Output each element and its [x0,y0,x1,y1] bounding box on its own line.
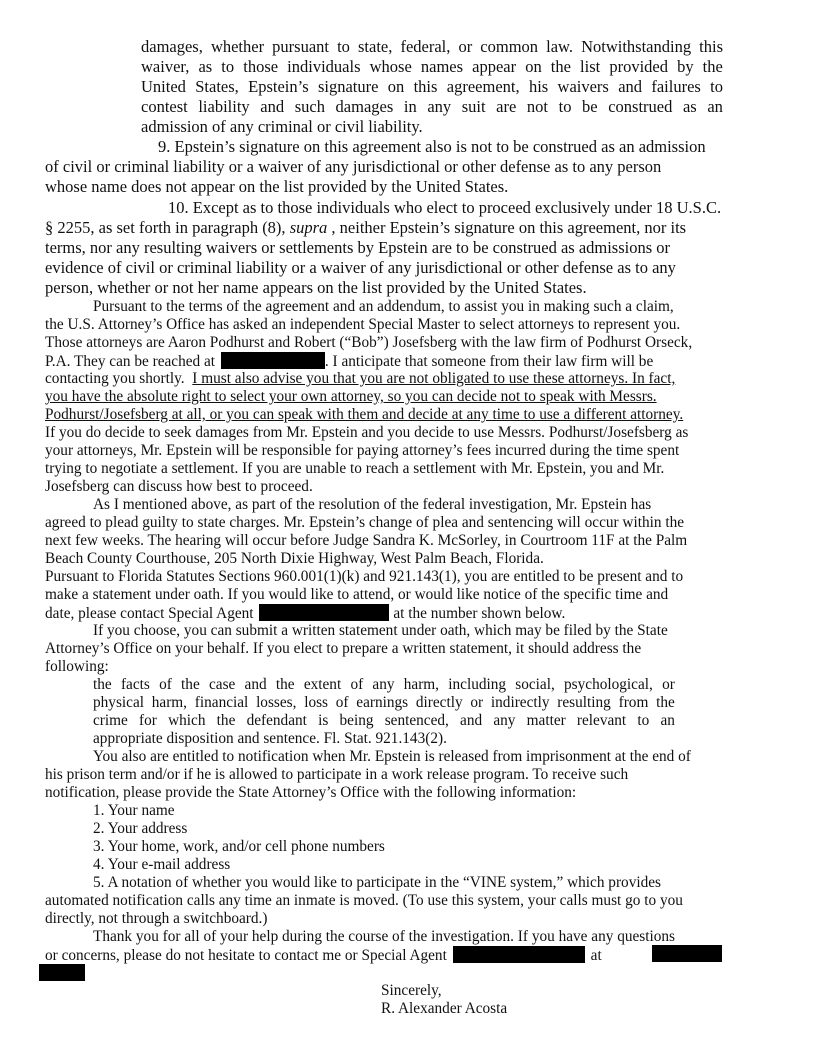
word: including [448,676,507,693]
word: psychological, [564,676,653,693]
word: to [337,37,350,56]
statutes-line-1: Pursuant to Florida Statutes Sections 960.001(1)(k) and 921.143(1), you are entitled to be present and to [45,568,684,585]
word: his [528,77,549,96]
attorneys-line-8: If you do decide to seek damages from Mr. Epstein and you decide to use Messrs. Podhurst/Josefsberg as [45,424,689,441]
word: of [335,694,349,711]
intro-line-3 [141,77,723,97]
word: liability [198,97,250,116]
para10-line-5: person, whether or not her name appears on the list provided by the United States. [45,278,587,297]
word: or [458,37,473,56]
text: . I anticipate that someone from their law firm will be [324,353,654,370]
text: date, please contact Special Agent [45,605,254,622]
word: to [710,77,723,96]
text: § 2255, as set forth in paragraph (8), [45,218,290,237]
word: are [496,97,517,116]
list-item: 2. Your address [93,820,188,837]
para9-line-3: whose name does not appear on the list provided by the United States. [45,177,509,196]
written-line-1: If you choose, you can submit a written statement under oath, which may be filed by the State [93,622,668,639]
word: failures [651,77,701,96]
para10-line-1: 10. Except as to those individuals who elect to proceed exclusively under 18 U.S.C. [168,198,722,217]
word: States, [195,77,239,96]
word: individuals [287,57,361,76]
word: the [275,676,295,693]
statutes-line-2: make a statement under oath. If you would like to attend, or would like notice of the specific time and [45,586,669,603]
word: the [702,57,723,76]
word: by [677,57,694,76]
statutes-line-3 [45,604,565,623]
list-item-continued: directly, not through a switchboard.) [45,910,268,927]
word: an [707,97,723,116]
word: state, [358,37,393,56]
word: for [139,712,157,729]
list-item: 3. Your home, work, and/or cell phone numbers [93,838,385,855]
word: sentenced, [384,712,449,729]
word: common [480,37,539,56]
word: and [260,97,285,116]
word: of [350,676,364,693]
thanks-line-2 [45,946,602,965]
text: contacting you shortly. [45,370,185,387]
text: , neither Epstein’s signature on this agreement, nor its [327,218,687,237]
word: and [618,77,643,96]
attorneys-line-11: Josefsberg can discuss how best to proceed. [45,478,313,495]
word: harm, [403,676,440,693]
word: social, [515,676,555,693]
word: as [198,57,213,76]
redaction-box [39,964,85,981]
word: law. [546,37,573,56]
attorneys-line-2: the U.S. Attorney’s Office has asked an independent Special Master to select attorneys to represent you. [45,316,681,333]
quote-line-1 [93,676,675,694]
attorneys-line-10: trying to negotiate a settlement. If you are unable to reach a settlement with Mr. Epstein, you and Mr. [45,460,665,477]
attorneys-line-5 [45,370,675,388]
word: and [244,676,267,693]
notification-line-1: You also are entitled to notification when Mr. Epstein is released from imprisonment at the end of [93,748,691,765]
word: any [493,712,516,729]
list-item-continued: automated notification calls any time an inmate is moved. (To use this system, your calls must go to you [45,892,683,909]
word: Notwithstanding [581,37,692,56]
word: in [403,97,417,116]
word: list [580,57,601,76]
word: waivers [557,77,609,96]
word: on [387,77,405,96]
word: any [427,97,452,116]
word: to [558,97,572,116]
word: as [682,97,697,116]
word: harm, [151,694,188,711]
intro-line-4 [141,97,723,117]
word: physical [93,694,144,711]
word: United [141,77,186,96]
signer-name: R. Alexander Acosta [381,1000,508,1017]
para9-line-2: of civil or criminal liability or a waiver of any jurisdictional or other defense as to any person [45,157,662,176]
word: facts [120,676,150,693]
word: directly [415,694,463,711]
para10-line-3: terms, nor any resulting waivers or settlements by Epstein are to be construed as admissions or [45,238,671,257]
word: from [618,694,649,711]
redaction-box [221,352,325,369]
text: or concerns, please do not hesitate to contact me or Special Agent [45,947,447,964]
word: on [525,57,542,76]
supra-text: supra [289,218,328,237]
word: extent [303,676,342,693]
redaction-box [652,945,722,962]
attorneys-line-6: you have the absolute right to select your own attorney, so you can decide not to speak with Messrs. [45,388,657,405]
attorneys-line-7: Podhurst/Josefsberg at all, or you can speak with them and decide at any time to use a different attorney. [45,406,684,423]
word: the [216,712,236,729]
quote-line-2 [93,694,675,712]
word: not [526,97,549,116]
word: crime [93,712,128,729]
word: pursuant [272,37,329,56]
word: suit [461,97,486,116]
attorneys-line-4 [45,352,653,371]
word: loss [304,694,329,711]
plea-line-2: agreed to plead guilty to state charges. Mr. Epstein’s change of plea and sentencing will occur within the [45,514,685,531]
written-line-2: Attorney’s Office on your behalf. If you elect to prepare a written statement, it should address the [45,640,642,657]
word: any [372,676,395,693]
para10-line-2 [45,218,686,238]
para10-line-4: evidence of civil or criminal liability or a waiver of any jurisdictional or other defense as to any [45,258,676,277]
list-item: 1. Your name [93,802,175,819]
word: this [699,37,723,56]
word: appear [472,57,517,76]
attorneys-line-9: your attorneys, Mr. Epstein will be responsible for paying attorney’s fees incurred during the time spent [45,442,680,459]
word: which [168,712,206,729]
text: at [590,947,602,964]
redaction-box [453,946,585,963]
word: whether [210,37,265,56]
word: the [93,676,112,693]
word: whose [369,57,412,76]
word: waiver, [141,57,190,76]
attorneys-line-1: Pursuant to the terms of the agreement and an addendum, to assist you in making such a claim, [93,298,674,315]
word: earnings [356,694,409,711]
para9-line-1: 9. Epstein’s signature on this agreement also is not to be construed as an admission [158,137,706,156]
redaction-box [259,604,389,621]
word: an [660,712,675,729]
word: signature [317,77,379,96]
word: this [413,77,438,96]
plea-line-1: As I mentioned above, as part of the resolution of the federal investigation, Mr. Epstein has [93,496,652,513]
intro-line-2 [141,57,723,77]
plea-line-4: Beach County Courthouse, 205 North Dixie Highway, West Palm Beach, Florida. [45,550,544,567]
word: defendant [246,712,307,729]
word: damages [335,97,394,116]
closing: Sincerely, [381,982,442,999]
attorneys-line-3: Those attorneys are Aaron Podhurst and Robert (“Bob”) Josefsberg with the law firm of Podhurst Orseck, [45,334,693,351]
word: is [318,712,329,729]
word: of [159,676,172,693]
word: construed [608,97,673,116]
word: such [294,97,325,116]
plea-line-3: next few weeks. The hearing will occur before Judge Sandra K. McSorley, in Courtroom 11F at the Palm [45,532,688,549]
word: case [208,676,236,693]
word: relevant [576,712,627,729]
list-item: 5. A notation of whether you would like to participate in the “VINE system,” which provides [93,874,661,891]
word: be [582,97,598,116]
intro-line-1 [141,37,723,57]
quote-line-4: appropriate disposition and sentence. Fl. Stat. 921.143(2). [93,730,447,747]
word: financial [194,694,249,711]
word: indirectly [490,694,550,711]
list-item: 4. Your e-mail address [93,856,231,873]
word: or [470,694,484,711]
word: those [243,57,279,76]
intro-line-5: admission of any criminal or civil liability. [141,117,423,136]
word: matter [526,712,566,729]
word: and [460,712,483,729]
thanks-line-1: Thank you for all of your help during the course of the investigation. If you have any questions [93,928,675,945]
word: to [221,57,235,76]
notification-line-2: his prison term and/or if he is allowed to participate in a work release program. To receive such [45,766,629,783]
word: the [550,57,571,76]
word: or [662,676,675,693]
notification-line-3: notification, please provide the State Attorney’s Office with the following information: [45,784,577,801]
word: damages, [141,37,203,56]
word: the [181,676,200,693]
word: agreement, [446,77,520,96]
written-line-3: following: [45,658,109,675]
word: contest [141,97,188,116]
text: P.A. They can be reached at [45,353,216,370]
word: losses, [256,694,297,711]
word: Epstein’s [248,77,309,96]
word: names [420,57,464,76]
underlined-text: I must also advise you that you are not obligated to use these attorneys. In fact, [192,370,676,387]
text: at the number shown below. [393,605,566,622]
word: the [656,694,675,711]
word: provided [609,57,668,76]
word: federal, [400,37,451,56]
quote-line-3 [93,712,675,730]
word: being [339,712,374,729]
word: to [637,712,650,729]
word: resulting [557,694,611,711]
